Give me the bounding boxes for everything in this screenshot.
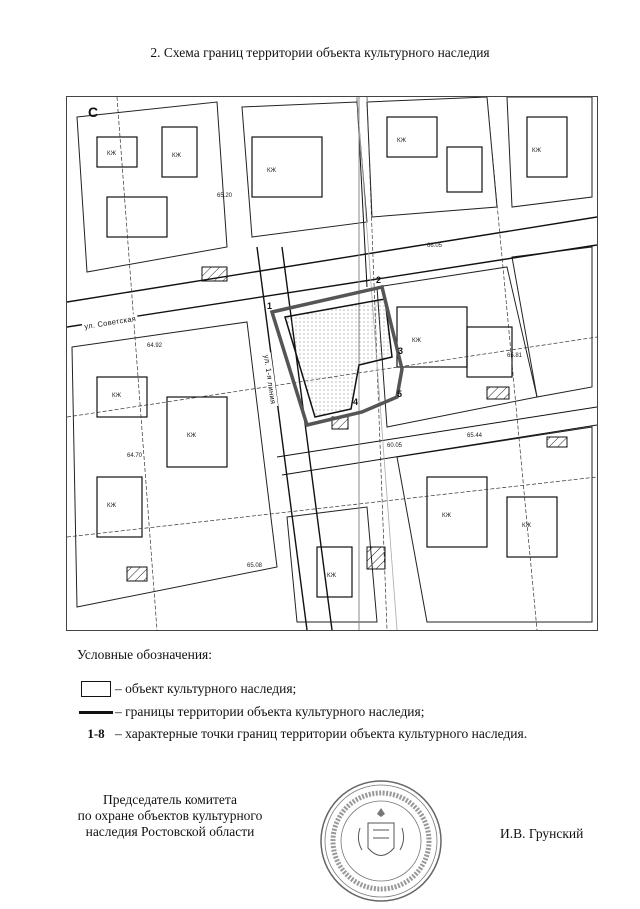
svg-text:64.92: 64.92 [147, 343, 163, 349]
point-label: 1 [267, 301, 273, 311]
legend-item [77, 681, 296, 697]
svg-text:КЖ: КЖ [267, 168, 277, 174]
svg-text:КЖ: КЖ [327, 573, 337, 579]
cadastral-map [66, 96, 598, 631]
svg-text:66.05: 66.05 [427, 243, 443, 249]
heritage-object-symbol [81, 681, 111, 697]
svg-text:60.05: 60.05 [387, 443, 403, 449]
svg-text:КЖ: КЖ [107, 503, 117, 509]
svg-text:КЖ: КЖ [442, 513, 452, 519]
street-label-1st-line: ул. 1-я линия [261, 354, 278, 405]
legend-text: – характерные точки границ территории объекта культурного наследия. [115, 726, 528, 741]
official-seal-stamp [318, 778, 444, 904]
point-label: 2 [376, 275, 382, 285]
legend-text: – границы территории объекта культурного наследия; [115, 704, 425, 719]
svg-text:64.70: 64.70 [127, 453, 143, 459]
signer-position [60, 792, 280, 840]
svg-text:КЖ: КЖ [412, 338, 422, 344]
legend-title: Условные обозначения: [77, 647, 213, 662]
svg-text:КЖ: КЖ [107, 151, 117, 157]
boundary-line-symbol [79, 711, 113, 714]
page-title: 2. Схема границ территории объекта культурного наследия [150, 45, 490, 60]
legend-item [77, 726, 527, 742]
legend-item [77, 704, 425, 720]
svg-text:КЖ: КЖ [397, 138, 407, 144]
svg-text:КЖ: КЖ [112, 393, 122, 399]
point-label: 5 [397, 389, 403, 399]
svg-text:65.08: 65.08 [247, 563, 263, 569]
north-label: С [88, 104, 99, 120]
point-label: 3 [398, 346, 404, 356]
signer-line: наследия Ростовской области [85, 824, 255, 839]
svg-text:65.44: 65.44 [467, 433, 483, 439]
svg-text:КЖ: КЖ [172, 153, 182, 159]
svg-text:КЖ: КЖ [187, 433, 197, 439]
svg-text:КЖ: КЖ [532, 148, 542, 154]
svg-text:КЖ: КЖ [522, 523, 532, 529]
boundary-points-symbol: 1-8 [87, 726, 105, 741]
svg-text:65.81: 65.81 [507, 353, 523, 359]
street-label-sovetskaya: ул. Советская [83, 313, 137, 332]
point-label: 4 [353, 397, 359, 407]
legend-text: – объект культурного наследия; [115, 681, 297, 696]
signer-line: по охране объектов культурного [77, 808, 263, 823]
signer-name: И.В. Грунский [500, 826, 584, 841]
svg-text:65.20: 65.20 [217, 193, 233, 199]
signer-line: Председатель комитета [103, 792, 237, 807]
